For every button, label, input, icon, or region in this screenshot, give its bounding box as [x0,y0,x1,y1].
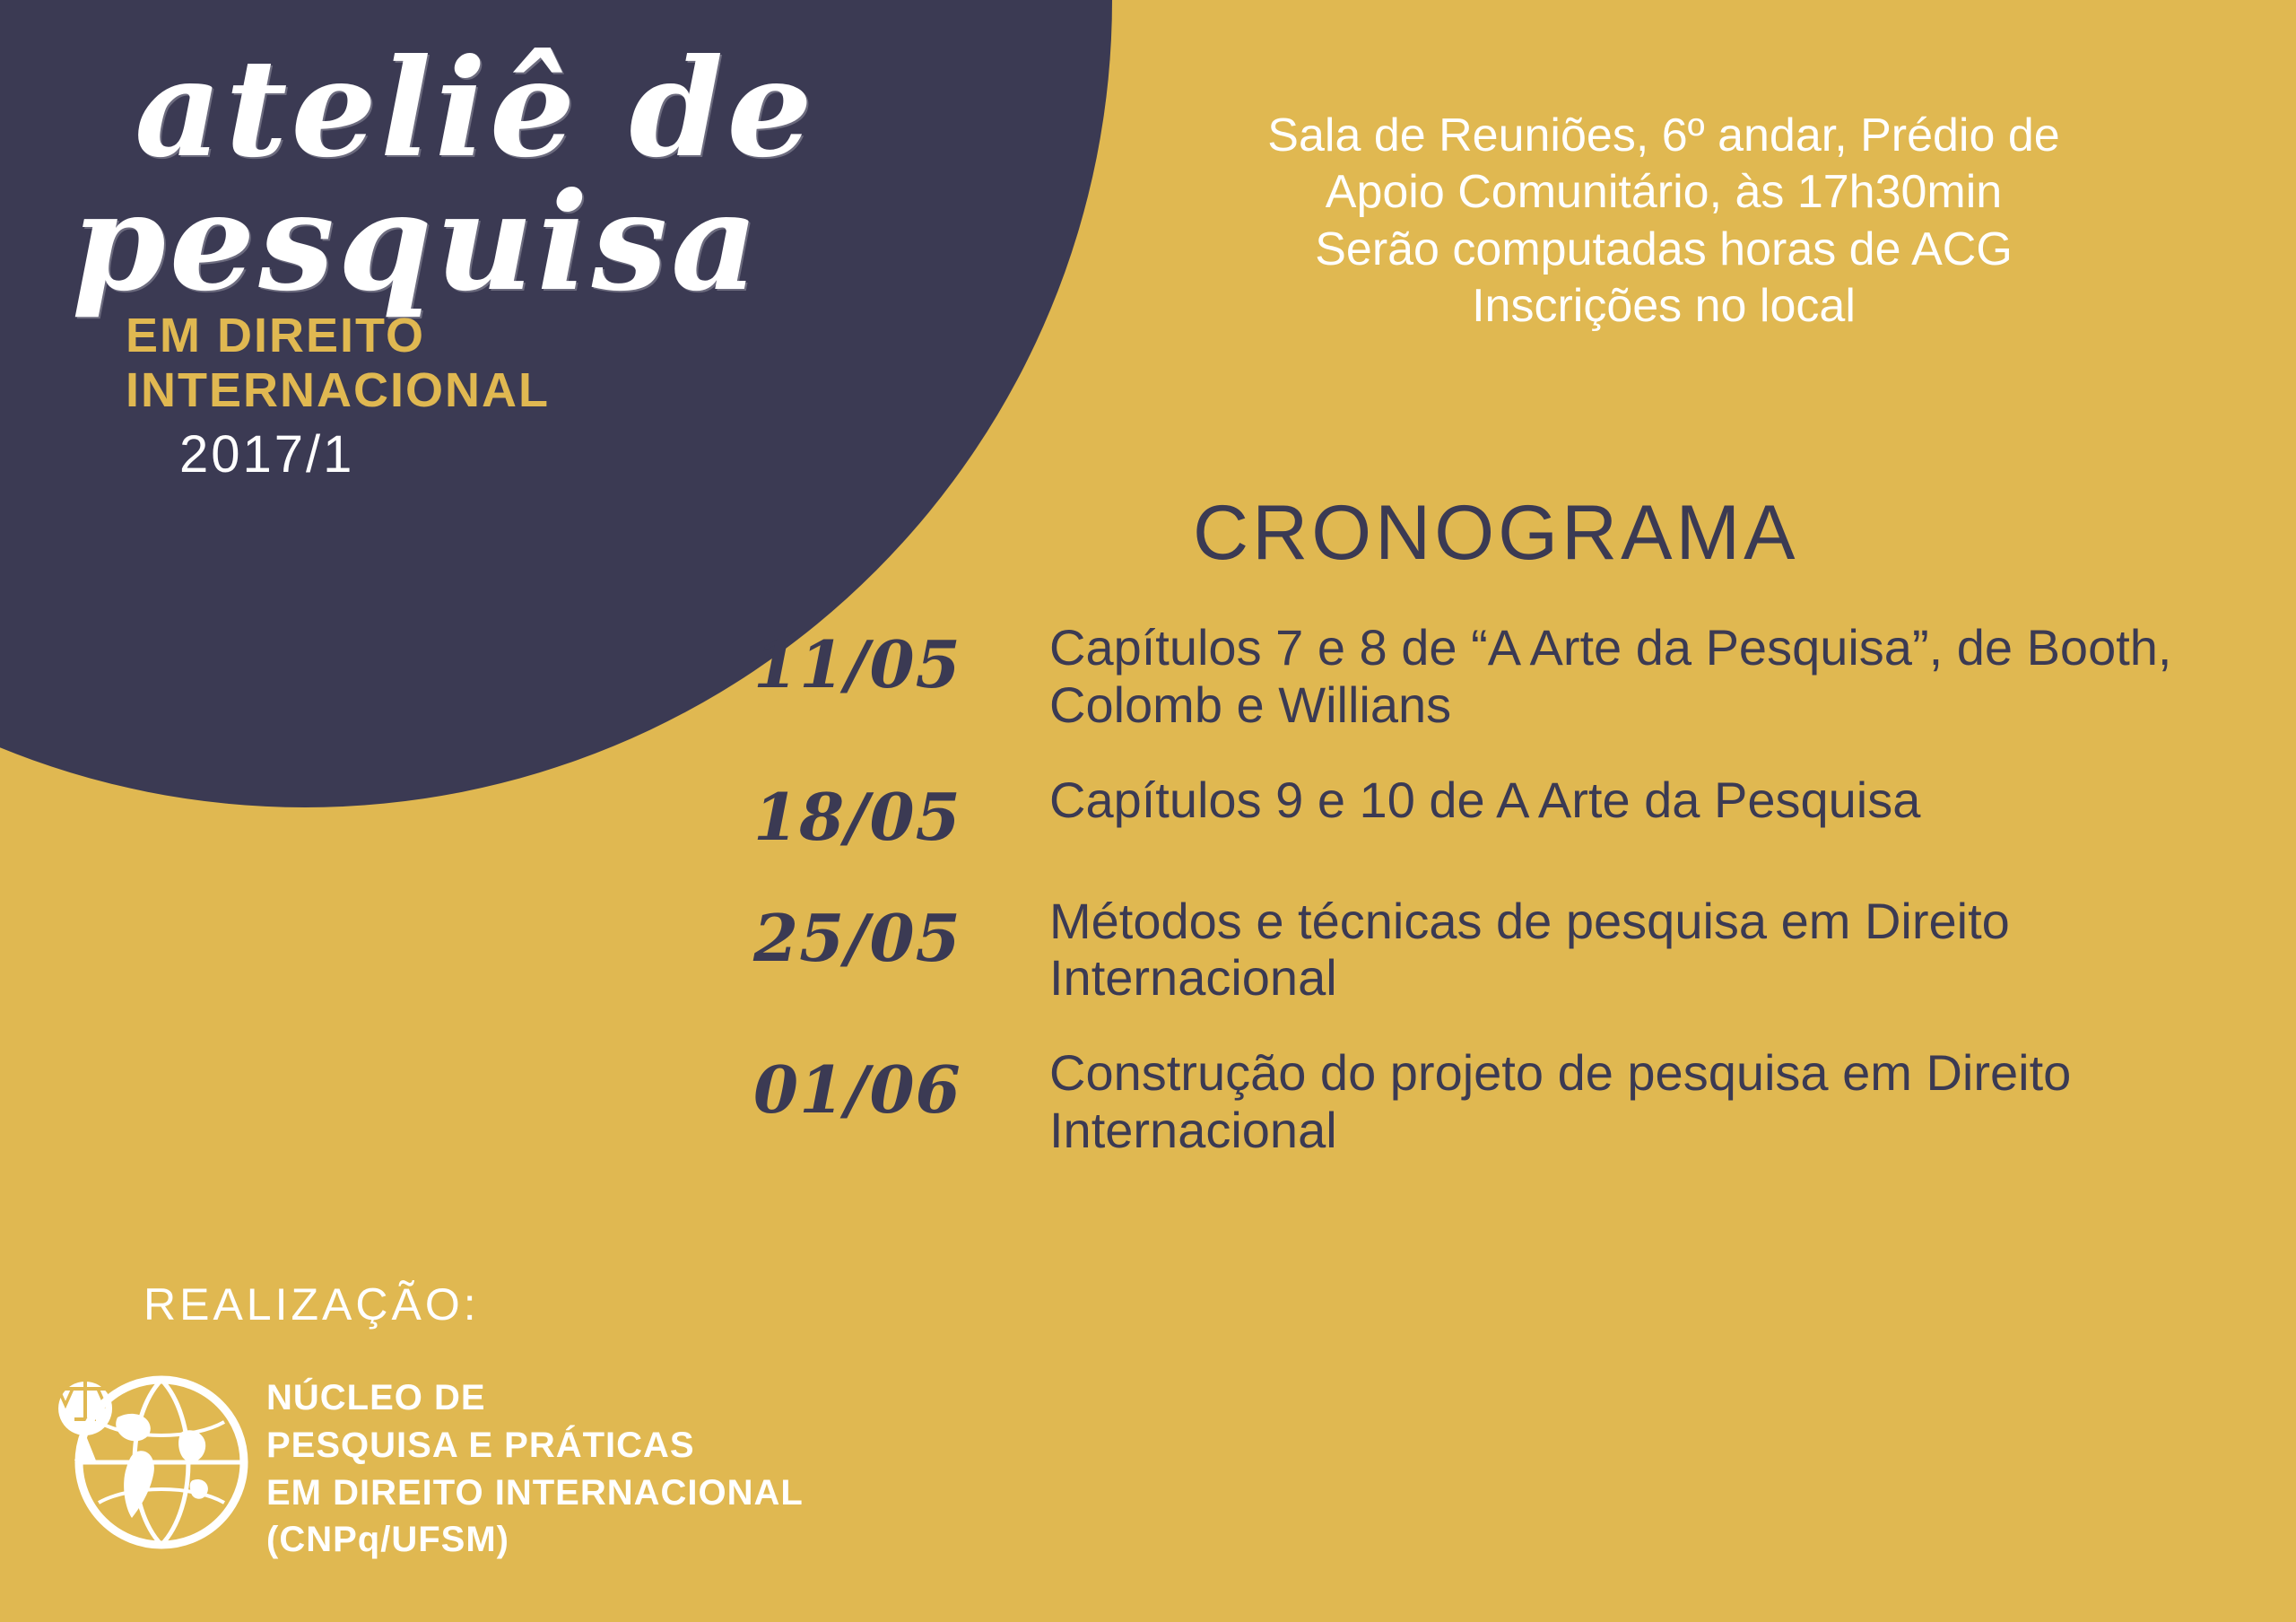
schedule-date: 01/06 [753,1051,961,1129]
schedule-description: Capítulos 7 e 8 de “A Arte da Pesquisa”, de Booth, Colomb e Willians [1049,619,2172,733]
organizer-line-1: NÚCLEO DE [266,1378,486,1417]
schedule-row [753,772,2278,855]
schedule-description: Capítulos 9 e 10 de A Arte da Pesquisa [1049,771,1921,828]
info-line-4: Inscrições no local [1472,280,1856,333]
schedule-row [753,1044,2278,1159]
schedule-title: CRONOGRAMA [1193,490,1799,576]
schedule-date: 11/05 [753,626,961,702]
schedule-date: 25/05 [753,899,961,976]
subtitle-line-1: EM DIREITO [126,309,426,362]
schedule-list [753,619,2278,1197]
organizer-name [266,1355,804,1564]
page-title-line-2: pesquisa [72,162,762,321]
edition-year: 2017/1 [179,425,355,484]
info-line-2: Apoio Comunitário, às 17h30min [1325,166,2003,219]
schedule-description: Construção do projeto de pesquisa em Direito Internacional [1049,1044,2072,1159]
poster-title-block [54,30,1112,484]
info-line-1: Sala de Reuniões, 6º andar, Prédio de [1267,109,2060,161]
organizer-line-4: (CNPq/UFSM) [266,1520,509,1560]
event-info [1094,108,2233,336]
schedule-date: 18/05 [753,778,961,855]
subtitle-line-2: INTERNACIONAL [126,363,550,418]
info-line-3: Serão computadas horas de ACG [1315,222,2013,275]
schedule-row [753,619,2278,734]
schedule-description: Métodos e técnicas de pesquisa em Direito Internacional [1049,892,2010,1007]
organizer-line-3: EM DIREITO INTERNACIONAL [266,1472,804,1513]
organizer-line-2: PESQUISA E PRÁTICAS [266,1425,695,1465]
schedule-row [753,893,2278,1007]
organizer-logo-block [31,1355,804,1564]
credits-label: REALIZAÇÃO: [144,1279,480,1330]
page-title-line-1: ateliê de [135,30,816,187]
globe-scales-icon [31,1355,256,1561]
